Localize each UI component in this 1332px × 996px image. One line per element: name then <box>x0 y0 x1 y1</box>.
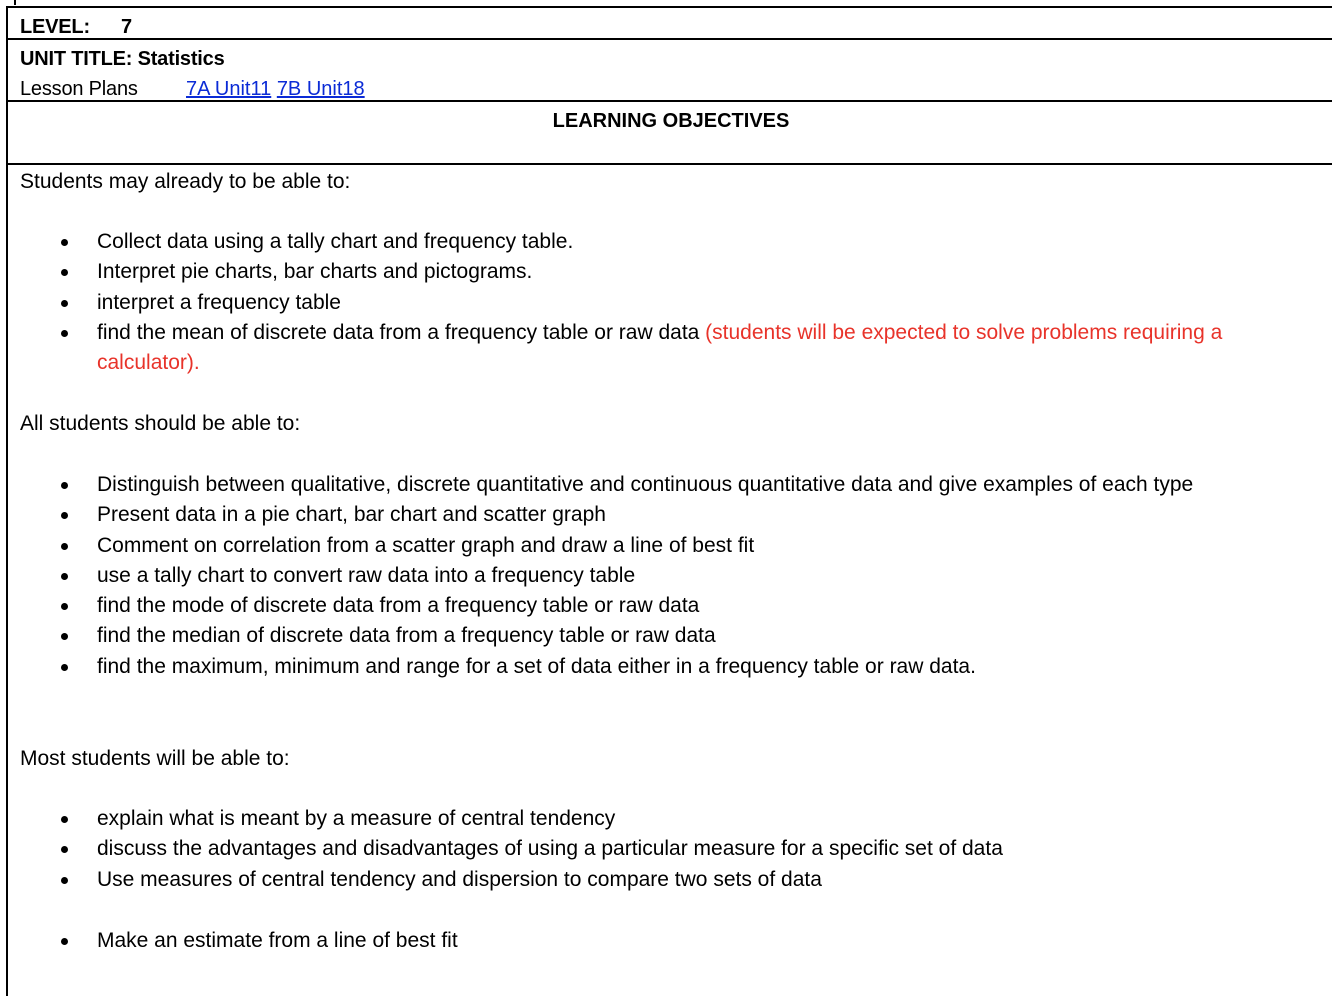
bullet-icon <box>61 846 68 853</box>
bullet-icon <box>61 300 68 307</box>
bullet-icon <box>61 269 68 276</box>
list-item <box>8 531 1318 561</box>
objective-text: interpret a frequency table <box>97 290 341 314</box>
objective-text: Present data in a pie chart, bar chart and scatter graph <box>97 503 606 527</box>
objectives-list-most-students-extra <box>8 926 1318 956</box>
objective-text: use a tally chart to convert raw data into a frequency table <box>97 563 636 587</box>
list-item <box>8 500 1318 530</box>
level-label: LEVEL: <box>20 16 90 38</box>
corner-mark <box>14 0 16 5</box>
list-item <box>8 926 1318 956</box>
objectives-list-may-already <box>8 227 1318 378</box>
lesson-plan-links <box>186 78 365 101</box>
bullet-icon <box>61 543 68 550</box>
objective-text: Make an estimate from a line of best fit <box>97 929 458 952</box>
list-item <box>8 804 1318 834</box>
objective-text: find the median of discrete data from a frequency table or raw data <box>97 624 716 648</box>
bullet-icon <box>61 573 68 580</box>
lesson-plans-label: Lesson Plans <box>20 78 138 100</box>
list-item <box>8 470 1318 500</box>
objectives-list-most-students <box>8 804 1318 895</box>
list-item <box>8 288 1318 318</box>
list-item <box>8 227 1318 257</box>
section-heading-most-students: Most students will be able to: <box>20 747 290 770</box>
list-item <box>8 621 1318 651</box>
list-item <box>8 834 1318 864</box>
lesson-link-7b-unit18[interactable]: 7B Unit18 <box>276 78 365 100</box>
objective-text: Comment on correlation from a scatter graph and draw a line of best fit <box>97 533 755 557</box>
bullet-icon <box>61 664 68 671</box>
level-value: 7 <box>121 16 133 38</box>
bullet-icon <box>61 603 68 610</box>
unit-title: UNIT TITLE: Statistics <box>20 48 225 70</box>
learning-objectives-heading: LEARNING OBJECTIVES <box>552 110 790 132</box>
bullet-icon <box>61 877 68 884</box>
section-heading-may-already: Students may already to be able to: <box>20 170 351 193</box>
bullet-icon <box>61 482 68 489</box>
lesson-plan-table <box>6 6 1332 996</box>
list-item <box>8 652 1318 682</box>
objective-text: explain what is meant by a measure of central tendency <box>97 807 616 830</box>
bullet-icon <box>61 239 68 246</box>
row-divider <box>8 100 1332 102</box>
objective-text: find the mode of discrete data from a frequency table or raw data <box>97 594 700 618</box>
list-item <box>8 561 1318 591</box>
calculator-note: (students will be expected to solve problems requiring a calculator). <box>97 320 1223 375</box>
bullet-icon <box>61 512 68 519</box>
objective-text: discuss the advantages and disadvantages of using a particular measure for a specific set of data <box>97 837 1003 861</box>
objective-text: Distinguish between qualitative, discrete quantitative and continuous quantitative data and give examples of each type <box>97 473 1194 496</box>
lesson-link-7a-unit11[interactable]: 7A Unit11 <box>186 78 272 100</box>
objective-text: find the mean of discrete data from a frequency table or raw data <box>97 320 706 344</box>
list-item <box>8 865 1318 895</box>
objective-text: Interpret pie charts, bar charts and pictograms. <box>97 260 533 284</box>
objective-text: Collect data using a tally chart and frequency table. <box>97 230 574 253</box>
bullet-icon <box>61 938 68 945</box>
list-item <box>8 257 1318 287</box>
objectives-list-all-students <box>8 470 1318 682</box>
level-row <box>8 6 1332 38</box>
bullet-icon <box>61 633 68 640</box>
row-divider <box>8 163 1332 165</box>
bullet-icon <box>61 330 68 337</box>
bullet-icon <box>61 816 68 823</box>
section-heading-all-students: All students should be able to: <box>20 412 301 435</box>
list-item <box>8 318 1318 379</box>
list-item <box>8 591 1318 621</box>
objective-text: Use measures of central tendency and dispersion to compare two sets of data <box>97 867 822 891</box>
objective-text: find the maximum, minimum and range for a set of data either in a frequency table or raw data. <box>97 654 976 678</box>
